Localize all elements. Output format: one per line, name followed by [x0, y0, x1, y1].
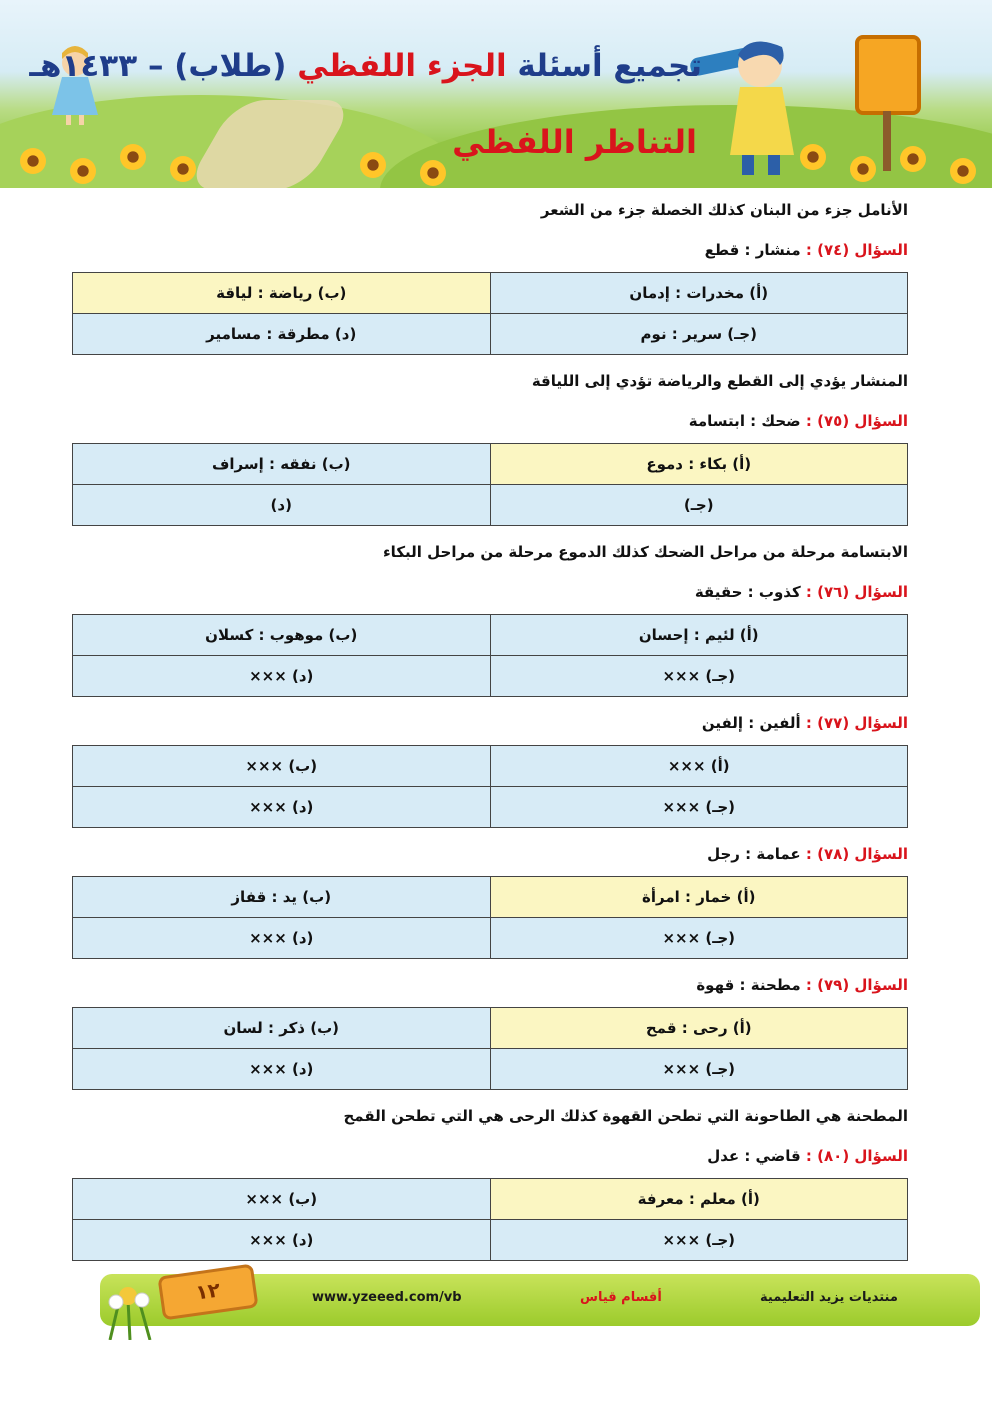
question-label: السؤال (٧٦) : — [805, 583, 908, 601]
question-header — [72, 401, 908, 441]
options-table — [72, 745, 908, 828]
option-c[interactable]: (جـ) ××× — [490, 787, 908, 828]
option-a[interactable]: (أ) خمار : امرأة — [490, 877, 908, 918]
option-a[interactable]: (أ) رحى : قمح — [490, 1008, 908, 1049]
flower-icon — [70, 158, 96, 184]
page-title — [29, 48, 702, 84]
question-label: السؤال (٨٠) : — [805, 1147, 908, 1165]
flower-icon — [850, 156, 876, 182]
title-suffix: (طلاب) – ١٤٣٣هـ — [29, 48, 287, 84]
option-d[interactable]: (د) ××× — [73, 787, 491, 828]
explanation-note: المنشار يؤدي إلى القطع والرياضة تؤدي إلى اللياقة — [531, 372, 908, 390]
question-pair: قاضي : عدل — [707, 1147, 801, 1165]
option-d[interactable]: (د) — [73, 485, 491, 526]
explanation-note: الأنامل جزء من البنان كذلك الخصلة جزء من الشعر — [540, 201, 908, 219]
option-c[interactable]: (جـ) ××× — [490, 656, 908, 697]
flower-icon — [170, 156, 196, 182]
page-footer — [60, 1270, 980, 1334]
flower-icon — [120, 144, 146, 170]
title-highlight: الجزء اللفظي — [297, 48, 507, 84]
option-b[interactable]: (ب) موهوب : كسلان — [73, 615, 491, 656]
options-table — [72, 614, 908, 697]
question-header — [72, 834, 908, 874]
option-a[interactable]: (أ) مخدرات : إدمان — [490, 273, 908, 314]
options-table — [72, 876, 908, 959]
question-pair: ضحك : ابتسامة — [688, 412, 801, 430]
question-pair: كذوب : حقيقة — [694, 583, 801, 601]
boy-telescope-illustration-icon — [690, 25, 800, 175]
option-b[interactable]: (ب) ××× — [73, 1179, 491, 1220]
option-a[interactable]: (أ) معلم : معرفة — [490, 1179, 908, 1220]
option-c[interactable]: (جـ) ××× — [490, 1220, 908, 1261]
option-a[interactable]: (أ) بكاء : دموع — [490, 444, 908, 485]
flower-icon — [900, 146, 926, 172]
flower-icon — [950, 158, 976, 184]
option-b[interactable]: (ب) ذكر : لسان — [73, 1008, 491, 1049]
question-header — [72, 703, 908, 743]
option-c[interactable]: (جـ) ××× — [490, 1049, 908, 1090]
title-prefix: تجميع أسئلة — [517, 48, 702, 84]
option-d[interactable]: (د) ××× — [73, 918, 491, 959]
option-c[interactable]: (جـ) سرير : نوم — [490, 314, 908, 355]
questions-content — [72, 190, 908, 1267]
option-d[interactable]: (د) مطرقة : مسامير — [73, 314, 491, 355]
question-label: السؤال (٧٨) : — [805, 845, 908, 863]
option-c[interactable]: (جـ) — [490, 485, 908, 526]
option-d[interactable]: (د) ××× — [73, 1049, 491, 1090]
question-pair: ألفين : إلفين — [701, 714, 801, 732]
header-banner — [0, 0, 992, 188]
options-table — [72, 443, 908, 526]
options-table — [72, 1178, 908, 1261]
section-title: التناظر اللفظي — [452, 123, 697, 161]
option-b[interactable]: (ب) ××× — [73, 746, 491, 787]
flower-icon — [800, 144, 826, 170]
option-d[interactable]: (د) ××× — [73, 1220, 491, 1261]
options-table — [72, 272, 908, 355]
question-header — [72, 572, 908, 612]
flower-icon — [20, 148, 46, 174]
option-b[interactable]: (ب) رياضة : لياقة — [73, 273, 491, 314]
explanation-note: الابتسامة مرحلة من مراحل الضحك كذلك الدموع مرحلة من مراحل البكاء — [383, 543, 908, 561]
option-d[interactable]: (د) ××× — [73, 656, 491, 697]
question-header — [72, 230, 908, 270]
option-b[interactable]: (ب) نفقه : إسراف — [73, 444, 491, 485]
question-header — [72, 965, 908, 1005]
footer-section: أقسام قياس — [580, 1290, 662, 1305]
question-label: السؤال (٧٧) : — [805, 714, 908, 732]
question-header — [72, 1136, 908, 1176]
page-number: ١٢ — [157, 1264, 258, 1321]
explanation-note: المطحنة هي الطاحونة التي تطحن القهوة كذلك الرحى هي التي تطحن القمح — [343, 1107, 908, 1125]
option-a[interactable]: (أ) ××× — [490, 746, 908, 787]
option-a[interactable]: (أ) لئيم : إحسان — [490, 615, 908, 656]
flower-icon — [360, 152, 386, 178]
question-label: السؤال (٧٥) : — [805, 412, 908, 430]
question-pair: منشار : قطع — [704, 241, 801, 259]
option-b[interactable]: (ب) يد : قفاز — [73, 877, 491, 918]
signpost-icon — [855, 35, 921, 115]
options-table — [72, 1007, 908, 1090]
question-pair: مطحنة : قهوة — [696, 976, 801, 994]
question-label: السؤال (٧٤) : — [805, 241, 908, 259]
option-c[interactable]: (جـ) ××× — [490, 918, 908, 959]
flower-icon — [420, 160, 446, 186]
question-pair: عمامة : رجل — [707, 845, 801, 863]
footer-url[interactable]: www.yzeeed.com/vb — [312, 1290, 462, 1305]
footer-forum: منتديات يزيد التعليمية — [760, 1290, 898, 1305]
question-label: السؤال (٧٩) : — [805, 976, 908, 994]
